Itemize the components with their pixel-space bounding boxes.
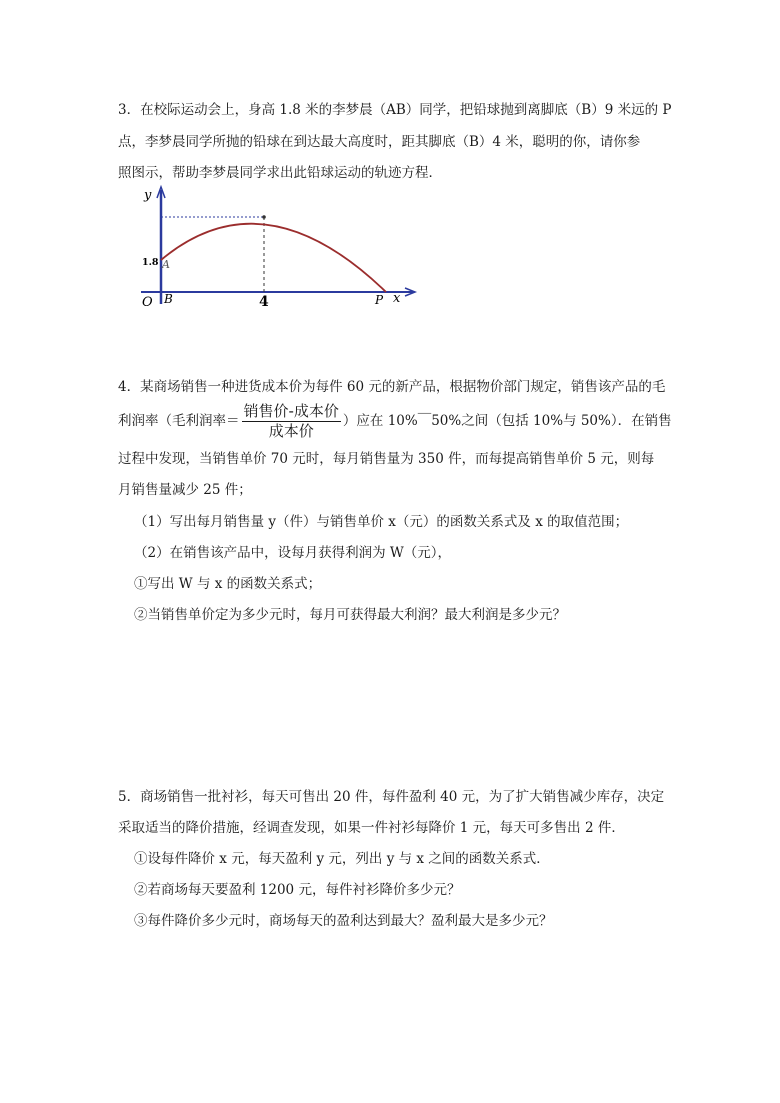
trajectory-curve bbox=[161, 224, 386, 292]
q4-line-2-suffix: ）应在 10%￣50%之间（包括 10%与 50%）．在销售 bbox=[342, 413, 672, 429]
q5-line-2: 采取适当的降价措施，经调查发现，如果一件衬衫每降价 1 元，每天可多售出 2 件． bbox=[118, 820, 625, 836]
q4-line-1: 4．某商场销售一种进货成本价为每件 60 元的新产品，根据物价部门规定，销售该产品的毛 bbox=[118, 379, 666, 395]
fraction-denominator: 成本价 bbox=[268, 422, 314, 440]
y-axis-label: y bbox=[144, 188, 152, 203]
q5-item-1: ①设每件降价 x 元，每天盈利 y 元，列出 y 与 x 之间的函数关系式． bbox=[134, 851, 550, 867]
x-axis-label: x bbox=[393, 291, 401, 306]
q4-item-2: ②当销售单价定为多少元时，每月可获得最大利润？最大利润是多少元？ bbox=[134, 607, 566, 623]
origin-label: O bbox=[142, 295, 153, 310]
height-label: 1.8 bbox=[142, 257, 159, 268]
q3-line-3: 照图示，帮助李梦晨同学求出此铅球运动的轨迹方程． bbox=[118, 165, 442, 181]
q3-trajectory-figure bbox=[135, 182, 425, 312]
q3-line-1: 3．在校际运动会上，身高 1.8 米的李梦晨（AB）同学，把铅球抛到离脚底（B）9 米远的 P bbox=[118, 102, 672, 118]
q5-item-3: ③每件降价多少元时，商场每天的盈利达到最大？盈利最大是多少元？ bbox=[134, 913, 553, 929]
q4-sub-question-2: （2）在销售该产品中，设每月获得利润为 W（元）， bbox=[134, 545, 452, 561]
peak-x-label: 4 bbox=[259, 294, 269, 310]
q5-item-2: ②若商场每天要盈利 1200 元，每件衬衫降价多少元？ bbox=[134, 882, 461, 898]
fraction-numerator: 销售价-成本价 bbox=[243, 402, 339, 420]
q4-line-2-prefix: 利润率（毛利润率＝ bbox=[118, 413, 240, 429]
q4-line-3: 过程中发现，当销售单价 70 元时，每月销售量为 350 件，而每提高销售单价 5 元，则每 bbox=[118, 451, 655, 467]
q5-line-1: 5．商场销售一批衬衫，每天可售出 20 件，每件盈利 40 元，为了扩大销售减少库存，决定 bbox=[118, 789, 665, 805]
point-b-label: B bbox=[164, 292, 173, 306]
q4-item-1: ①写出 W 与 x 的函数关系式； bbox=[134, 576, 322, 592]
peak-point bbox=[262, 215, 266, 219]
profit-rate-fraction bbox=[242, 402, 341, 441]
point-a-label: A bbox=[162, 258, 170, 271]
q4-line-4: 月销售量减少 25 件； bbox=[118, 482, 252, 498]
q3-line-2: 点，李梦晨同学所抛的铅球在到达最大高度时，距其脚底（B）4 米，聪明的你，请你参 bbox=[118, 134, 641, 150]
q4-sub-question-1: （1）写出每月销售量 y（件）与销售单价 x（元）的函数关系式及 x 的取值范围； bbox=[134, 514, 629, 530]
point-p-label: P bbox=[375, 293, 384, 307]
q4-line-2 bbox=[118, 398, 672, 444]
